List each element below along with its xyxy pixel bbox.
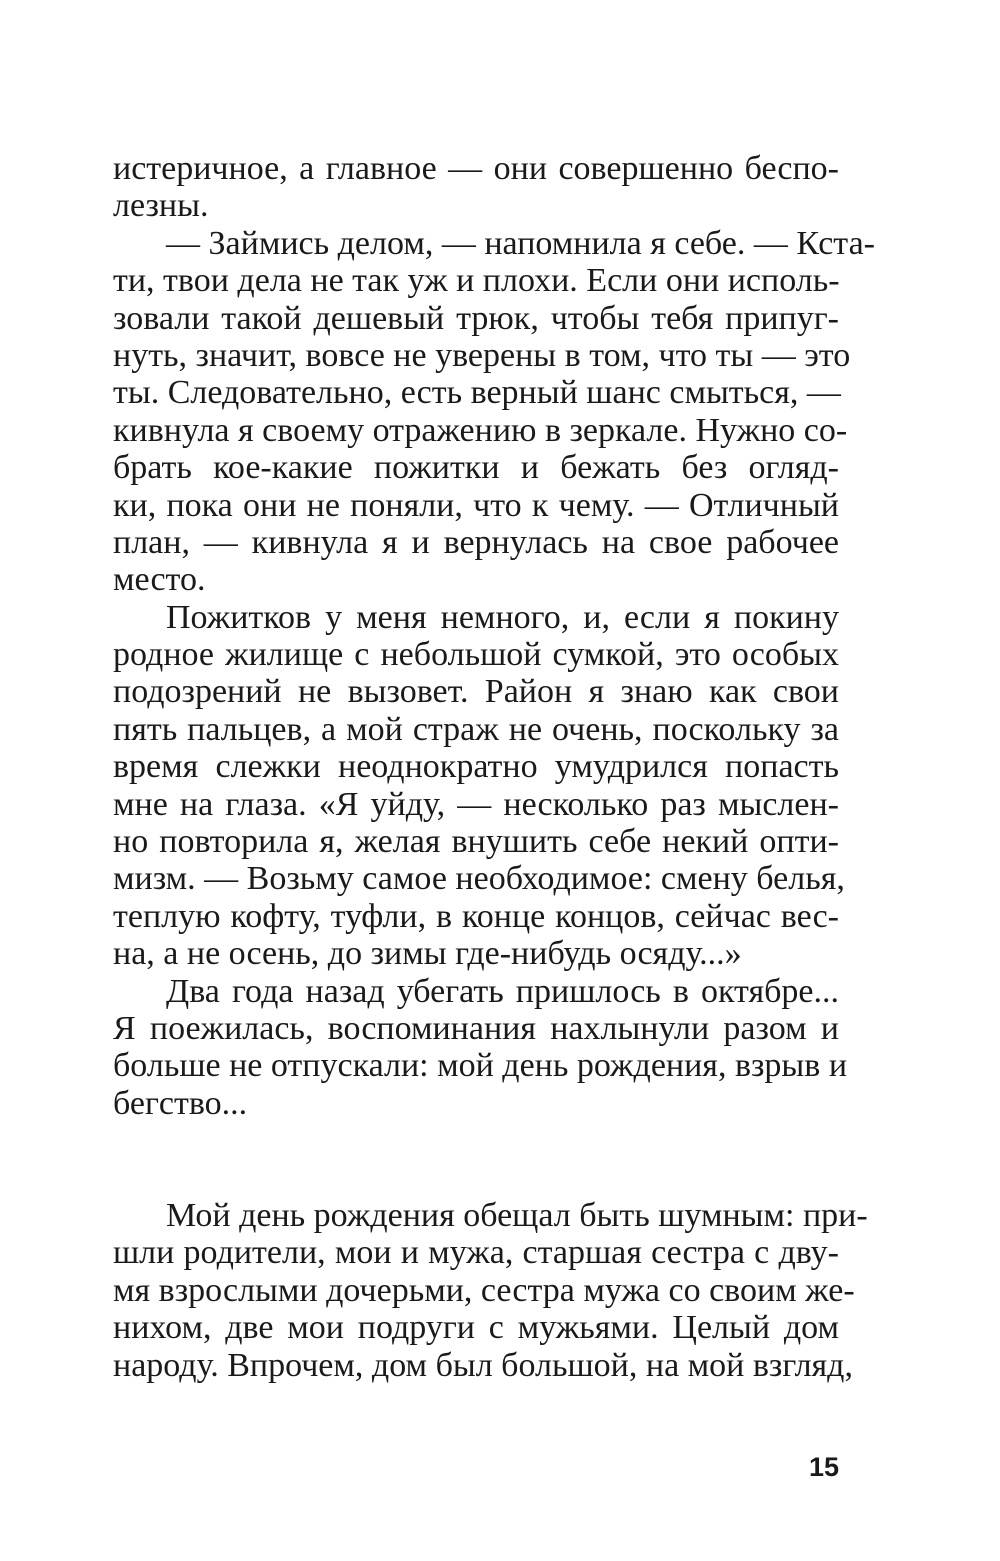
paragraph — [113, 972, 848, 1123]
text-line: Я поежилась, воспоминания нахлынули разом и — [113, 1009, 839, 1047]
text-line: пять пальцев, а мой страж не очень, поскольку за — [113, 710, 839, 748]
text-line: шли родители, мои и мужа, старшая сестра с дву- — [113, 1234, 839, 1272]
text-line: народу. Впрочем, дом был большой, на мой взгляд, — [113, 1346, 853, 1384]
text-line: план, — кивнула я и вернулась на свое рабочее — [113, 523, 839, 561]
text-line: зовали такой дешевый трюк, чтобы тебя припуг- — [113, 299, 839, 337]
text-line: истеричное, а главное — они совершенно беспо- — [113, 150, 839, 187]
text-line: родное жилище с небольшой сумкой, это особых — [113, 636, 839, 674]
text-line: на, а не осень, до зимы где-нибудь осяду...» — [113, 935, 742, 973]
text-line: ти, твои дела не так уж и плохи. Если они исполь- — [113, 262, 840, 300]
section-break — [113, 1122, 839, 1197]
text-line: нуть, значит, вовсе не уверены в том, что ты — это — [113, 336, 851, 374]
text-line: место. — [113, 561, 206, 599]
text-line: теплую кофту, туфли, в конце концов, сейчас вес- — [113, 897, 839, 935]
text-line: ты. Следовательно, есть верный шанс смыться, — — [113, 374, 841, 412]
text-line: Два года назад убегать пришлось в октябре... — [166, 972, 839, 1010]
text-line: мя взрослыми дочерьми, сестра мужа со своим же- — [113, 1271, 855, 1309]
text-line: мизм. — Возьму самое необходимое: смену белья, — [113, 860, 845, 898]
text-line: нихом, две мои подруги с мужьями. Целый дом — [113, 1309, 839, 1347]
text-line: лезны. — [113, 187, 209, 225]
paragraph — [113, 598, 845, 973]
page-body — [113, 150, 875, 1384]
text-line: — Займись делом, — напомнила я себе. — Кста- — [166, 224, 875, 262]
text-line: ки, пока они не поняли, что к чему. — Отличный — [113, 486, 839, 524]
text-line: брать кое-какие пожитки и бежать без огляд- — [113, 449, 839, 487]
text-line: Мой день рождения обещал быть шумным: при- — [166, 1196, 868, 1234]
text-line: подозрений не вызовет. Район я знаю как свои — [113, 673, 839, 711]
text-line: кивнула я своему отражению в зеркале. Нужно со- — [113, 411, 848, 449]
paragraph — [113, 1196, 868, 1384]
page-number: 15 — [808, 1452, 839, 1482]
paragraph — [113, 150, 839, 225]
text-line: бегство... — [113, 1084, 248, 1122]
text-line: больше не отпускали: мой день рождения, взрыв и — [113, 1047, 848, 1085]
text-line: время слежки неоднократно умудрился попасть — [113, 748, 839, 786]
text-line: Пожитков у меня немного, и, если я покину — [166, 598, 839, 636]
paragraph — [113, 224, 875, 599]
text-line: но повторила я, желая внушить себе некий опти- — [113, 823, 839, 861]
text-line: мне на глаза. «Я уйду, — несколько раз мыслен- — [113, 785, 839, 823]
